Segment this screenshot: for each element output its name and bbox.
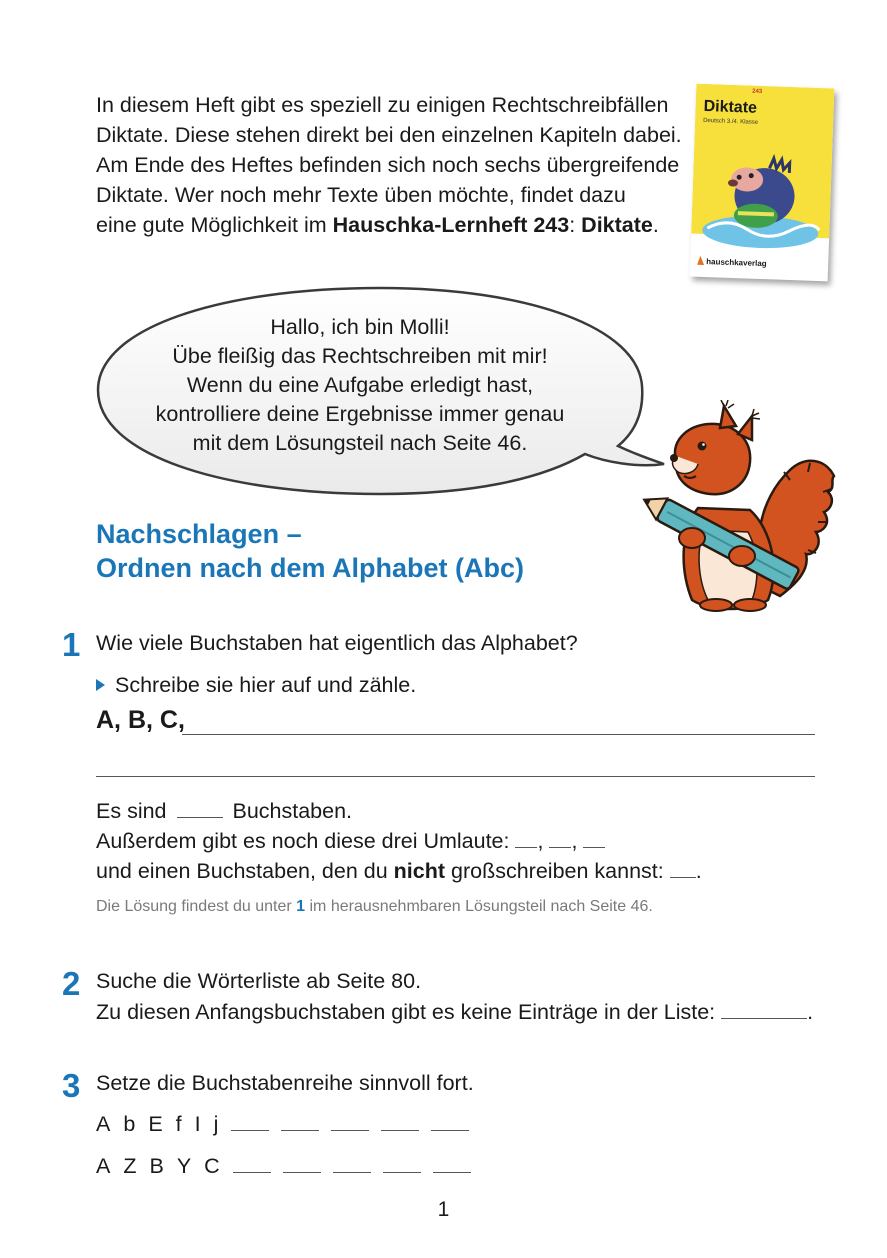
sequence-letter: Y bbox=[176, 1154, 192, 1178]
umlaut-blank[interactable] bbox=[549, 825, 571, 848]
exercise-text bbox=[96, 996, 813, 1027]
squirrel-mascot-image bbox=[640, 400, 840, 615]
sequence-blank[interactable] bbox=[331, 1110, 369, 1131]
exercise-number: 2 bbox=[62, 965, 81, 1002]
sequence-letter: B bbox=[149, 1154, 164, 1178]
writing-line[interactable] bbox=[96, 776, 815, 777]
bubble-line: Hallo, ich bin Molli! bbox=[270, 315, 450, 339]
umlaut-sentence bbox=[96, 825, 605, 856]
bubble-line: Übe fleißig das Rechtschreiben mit mir! bbox=[172, 344, 548, 368]
exercise-text: Suche die Wörterliste ab Seite 80. bbox=[96, 969, 422, 993]
book-number: 243 bbox=[752, 88, 763, 95]
intro-text: . bbox=[652, 213, 659, 237]
hint-text: Die Lösung findest du unter bbox=[96, 898, 297, 915]
book-cover-image bbox=[690, 84, 835, 282]
section-heading bbox=[96, 517, 616, 585]
bubble-line: Wenn du eine Aufgabe erledigt hast, bbox=[186, 373, 534, 397]
intro-paragraph bbox=[96, 90, 696, 240]
instruction-text: Schreibe sie hier auf und zähle. bbox=[115, 673, 417, 697]
solution-hint bbox=[96, 898, 653, 916]
bubble-line: kontrolliere deine Ergebnisse immer genau bbox=[155, 402, 565, 426]
sequence-letter: I bbox=[194, 1112, 201, 1136]
umlaut-blank[interactable] bbox=[515, 825, 537, 848]
sequence-blank[interactable] bbox=[281, 1110, 319, 1131]
exercise-instruction: Setze die Buchstabenreihe sinnvoll fort. bbox=[96, 1071, 474, 1095]
lowercase-text: und einen Buchstaben, den du bbox=[96, 859, 394, 883]
sequence-blank[interactable] bbox=[433, 1152, 471, 1173]
sequence-letter: A bbox=[96, 1154, 111, 1178]
sequence-blank[interactable] bbox=[383, 1152, 421, 1173]
intro-line: In diesem Heft gibt es speziell zu einigen Rechtschreibfällen bbox=[96, 93, 669, 117]
intro-text: : bbox=[569, 213, 582, 237]
letter-sequence-row bbox=[96, 1110, 481, 1137]
lowercase-text: großschreiben kannst: bbox=[445, 859, 664, 883]
letters-blank[interactable] bbox=[721, 996, 807, 1019]
intro-line: Diktate. Wer noch mehr Texte üben möchte, findet dazu bbox=[96, 183, 626, 207]
intro-line: Diktate. Diese stehen direkt bei den einzelnen Kapiteln dabei. bbox=[96, 123, 682, 147]
lowercase-blank[interactable] bbox=[670, 855, 696, 878]
count-text: Es sind bbox=[96, 799, 167, 823]
exercise-number: 1 bbox=[62, 626, 81, 663]
intro-line: Am Ende des Heftes befinden sich noch sechs übergreifende bbox=[96, 153, 680, 177]
book-title: Diktate bbox=[703, 97, 758, 117]
book-illustration bbox=[697, 132, 827, 256]
sequence-blank[interactable] bbox=[381, 1110, 419, 1131]
section-title-line: Ordnen nach dem Alphabet (Abc) bbox=[96, 553, 525, 583]
intro-line bbox=[96, 210, 696, 240]
lowercase-sentence bbox=[96, 855, 702, 886]
page-number: 1 bbox=[437, 1198, 450, 1221]
sequence-letter: A bbox=[96, 1112, 111, 1136]
book-publisher: hauschkaverlag bbox=[706, 257, 767, 269]
sequence-letter: C bbox=[204, 1154, 220, 1178]
separator: , bbox=[571, 829, 578, 853]
publisher-logo-icon bbox=[696, 254, 705, 266]
umlaut-blank[interactable] bbox=[583, 825, 605, 848]
exercise-number: 3 bbox=[62, 1067, 81, 1104]
count-text: Buchstaben. bbox=[232, 799, 353, 823]
umlaut-text: Außerdem gibt es noch diese drei Umlaute: bbox=[96, 829, 510, 853]
exercise-text-part: Zu diesen Anfangsbuchstaben gibt es keine Einträge in der Liste: bbox=[96, 1000, 716, 1024]
emphasis-word: nicht bbox=[393, 859, 446, 883]
arrow-right-icon bbox=[96, 679, 105, 691]
sequence-blank[interactable] bbox=[431, 1110, 469, 1131]
sentence-end: . bbox=[807, 1000, 814, 1024]
letter-sequence-row bbox=[96, 1152, 483, 1179]
exercise-question: Wie viele Buchstaben hat eigentlich das Alphabet? bbox=[96, 631, 578, 655]
writing-line[interactable] bbox=[182, 734, 815, 735]
book-title-reference: Diktate bbox=[581, 213, 653, 237]
sequence-letter: Z bbox=[123, 1154, 137, 1178]
speech-bubble-text bbox=[110, 313, 610, 458]
book-subtitle: Deutsch 3./4. Klasse bbox=[703, 117, 759, 126]
sequence-letter: f bbox=[175, 1112, 182, 1136]
count-sentence bbox=[96, 795, 352, 826]
sequence-blank[interactable] bbox=[231, 1110, 269, 1131]
sequence-letter: j bbox=[213, 1112, 219, 1136]
sequence-letter: E bbox=[148, 1112, 163, 1136]
intro-text: eine gute Möglichkeit im bbox=[96, 213, 333, 237]
count-blank[interactable] bbox=[177, 795, 223, 818]
hint-text: im herausnehmbaren Lösungsteil nach Seite 46. bbox=[305, 898, 653, 915]
sequence-blank[interactable] bbox=[283, 1152, 321, 1173]
alphabet-start-letters: A, B, C, bbox=[96, 706, 185, 734]
hint-number: 1 bbox=[296, 898, 306, 915]
sequence-blank[interactable] bbox=[333, 1152, 371, 1173]
section-title-line: Nachschlagen – bbox=[96, 519, 302, 549]
exercise-instruction bbox=[96, 670, 416, 700]
book-reference: Hauschka-Lernheft 243 bbox=[332, 213, 570, 237]
sentence-end: . bbox=[695, 859, 702, 883]
separator: , bbox=[537, 829, 544, 853]
sequence-blank[interactable] bbox=[233, 1152, 271, 1173]
sequence-letter: b bbox=[123, 1112, 136, 1136]
bubble-line: mit dem Lösungsteil nach Seite 46. bbox=[192, 431, 528, 455]
